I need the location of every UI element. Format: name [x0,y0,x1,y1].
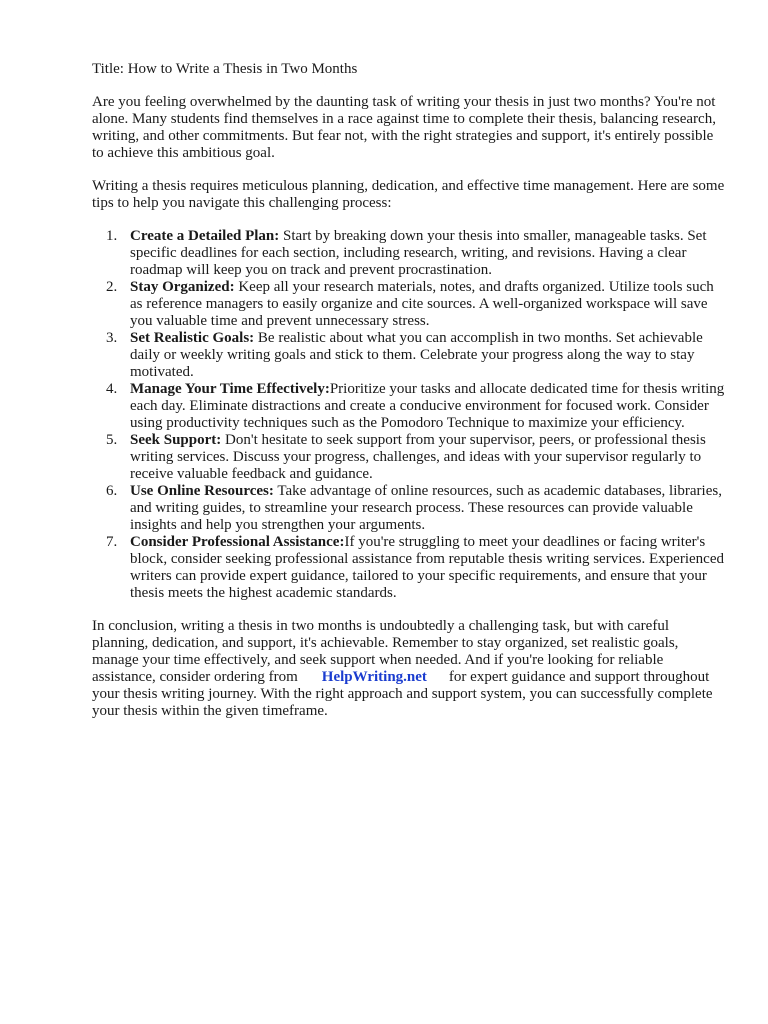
list-item [92,483,728,534]
list-item [92,228,728,279]
tip-text: Keep all your research materials, notes, and drafts organized. Utilize tools such as reference managers to easily organize and cite sources. A well-organized workspace will save you valuable time and prevent unnecessary stress. [130,279,714,329]
tip-text: Start by breaking down your thesis into smaller, manageable tasks. Set specific deadlines for each section, including research, writing, and revisions. Having a clear roadmap will keep you on track and prevent procrastination. [130,228,707,278]
tip-number: 4. [106,381,118,397]
tip-text: If you're struggling to meet your deadlines or facing writer's block, consider seeking professional assistance from reputable thesis writing services. Experienced writers can provide expert guidance, tailored to your specific requirements, and ensure that your thesis meets the highest academic standards. [130,534,724,601]
conclusion-paragraph [92,618,728,720]
tip-number: 5. [106,432,118,448]
tips-list [92,228,728,602]
tip-heading: Manage Your Time Effectively: [130,381,330,397]
list-item [92,432,728,483]
tip-text: Don't hesitate to seek support from your supervisor, peers, or professional thesis writing services. Discuss your progress, challenges, and ideas with your supervisor regularly to receive valuable feedback and guidance. [130,432,706,482]
tip-heading: Set Realistic Goals: [130,330,255,346]
document-title: Title: How to Write a Thesis in Two Months [92,61,358,77]
helpwriting-link[interactable]: HelpWriting.net [321,669,427,685]
tip-number: 6. [106,483,118,499]
list-item [92,330,728,381]
intro-paragraph-2: Writing a thesis requires meticulous planning, dedication, and effective time management. Here are some tips to help you navigate this challenging process: [92,178,725,211]
tip-number: 7. [106,534,118,550]
tip-text: Take advantage of online resources, such as academic databases, libraries, and writing guides, to streamline your research process. These resources can provide valuable insights and help you strengthen your arguments. [130,483,722,533]
tip-heading: Consider Professional Assistance: [130,534,345,550]
intro-paragraph-1: Are you feeling overwhelmed by the daunting task of writing your thesis in just two months? You're not alone. Many students find themselves in a race against time to complete their thesis, balancing research, writing, and other commitments. But fear not, with the right strategies and support, it's entirely possible to achieve this ambitious goal. [92,94,716,161]
tip-number: 1. [106,228,118,244]
tip-heading: Stay Organized: [130,279,235,295]
tip-heading: Use Online Resources: [130,483,274,499]
list-item [92,279,728,330]
tip-heading: Seek Support: [130,432,222,448]
conclusion-text-before: In conclusion, writing a thesis in two months is undoubtedly a challenging task, but with careful planning, dedication, and support, it's achievable. Remember to stay organized, set realistic goals, manage your time effectively, and seek support when needed. And if you're looking for reliable assistance, consider ordering from [92,618,679,685]
conclusion-text-after: for expert guidance and support throughout your thesis writing journey. With the right approach and support system, you can successfully complete your thesis within the given timeframe. [92,669,713,719]
tip-number: 2. [106,279,118,295]
tip-text: Prioritize your tasks and allocate dedicated time for thesis writing each day. Eliminate distractions and create a conducive environment for focused work. Consider using productivity techniques such as the Pomodoro Technique to maximize your efficiency. [130,381,725,431]
tip-text: Be realistic about what you can accomplish in two months. Set achievable daily or weekly writing goals and stick to them. Celebrate your progress along the way to stay motivated. [130,330,703,380]
list-item [92,534,728,602]
list-item [92,381,728,432]
tip-heading: Create a Detailed Plan: [130,228,280,244]
tip-number: 3. [106,330,118,346]
